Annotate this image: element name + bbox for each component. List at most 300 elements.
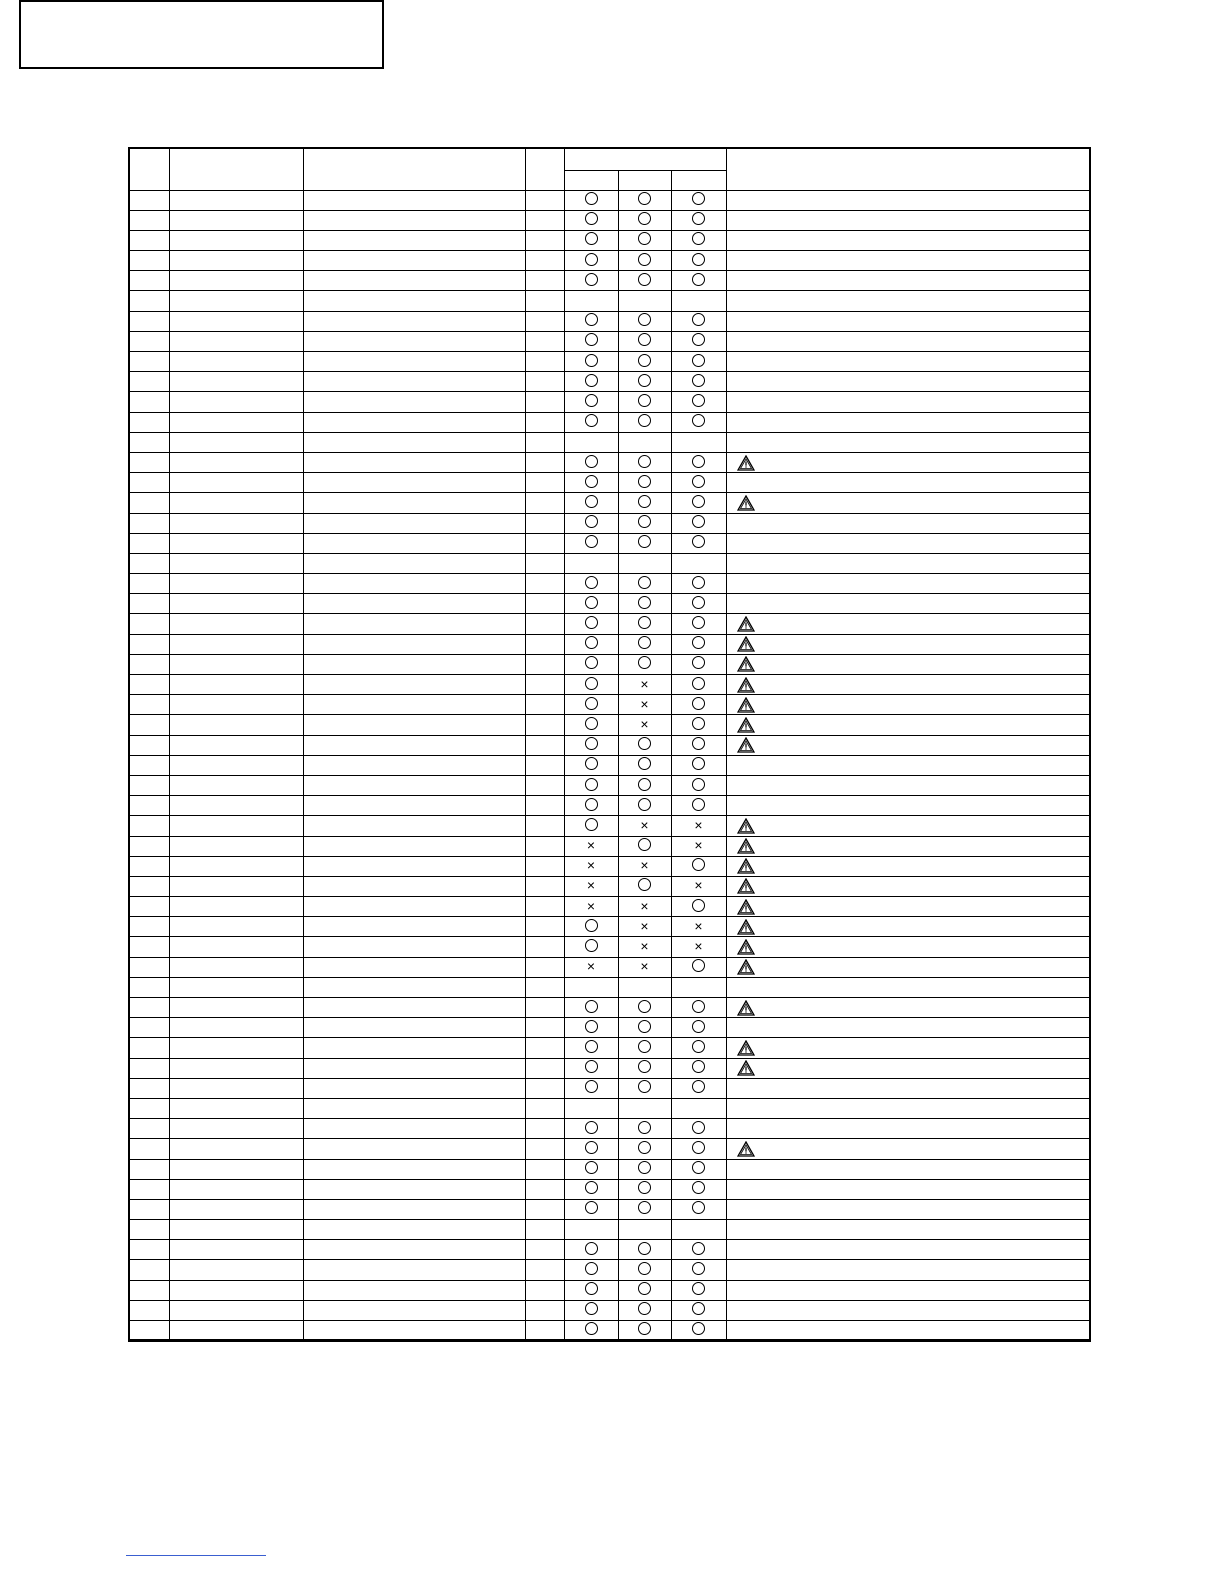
model-3-cell [671, 412, 726, 432]
model-3-cell [671, 715, 726, 735]
circle-mark-icon [585, 273, 598, 286]
description-cell [303, 533, 525, 553]
part-no-cell [169, 1058, 303, 1078]
ref-cell [129, 210, 169, 230]
model-3-cell [671, 1300, 726, 1320]
remarks-cell [726, 1098, 1090, 1118]
model-2-cell [618, 210, 671, 230]
table-row [129, 594, 1090, 614]
circle-mark-icon [692, 232, 705, 245]
parts-table [128, 147, 1091, 1342]
table-row [129, 937, 1090, 957]
model-2-cell [618, 1199, 671, 1219]
description-cell [303, 998, 525, 1018]
part-no-cell [169, 715, 303, 735]
model-1-cell [564, 432, 618, 452]
part-no-cell [169, 755, 303, 775]
model-1-cell [564, 937, 618, 957]
model-1-cell [564, 1260, 618, 1280]
circle-mark-icon [585, 394, 598, 407]
model-2-cell [618, 372, 671, 392]
warning-triangle-icon [737, 677, 755, 693]
model-3-cell [671, 352, 726, 372]
qty-cell [525, 735, 564, 755]
part-no-cell [169, 977, 303, 997]
header-cell-remarks [726, 148, 1090, 190]
remarks-cell [726, 775, 1090, 795]
circle-mark-icon [692, 212, 705, 225]
circle-mark-icon [692, 253, 705, 266]
circle-mark-icon [692, 1201, 705, 1214]
circle-mark-icon [638, 1020, 651, 1033]
remarks-cell [726, 856, 1090, 876]
table-row [129, 695, 1090, 715]
table-row [129, 1300, 1090, 1320]
cross-mark-icon: × [694, 938, 703, 955]
circle-mark-icon [585, 1020, 598, 1033]
model-2-cell [618, 452, 671, 472]
model-2-cell [618, 897, 671, 917]
qty-cell [525, 392, 564, 412]
header-cell-model-group [564, 148, 726, 170]
model-2-cell [618, 1321, 671, 1341]
table-row [129, 917, 1090, 937]
cross-mark-icon: × [694, 837, 703, 854]
part-no-cell [169, 452, 303, 472]
qty-cell [525, 675, 564, 695]
qty-cell [525, 210, 564, 230]
circle-mark-icon [638, 878, 651, 891]
model-3-cell [671, 513, 726, 533]
table-row [129, 1119, 1090, 1139]
description-cell [303, 291, 525, 311]
description-cell [303, 553, 525, 573]
model-1-cell [564, 190, 618, 210]
circle-mark-icon [638, 778, 651, 791]
table-row [129, 553, 1090, 573]
model-3-cell [671, 675, 726, 695]
circle-mark-icon [585, 919, 598, 932]
qty-cell [525, 836, 564, 856]
model-2-cell [618, 775, 671, 795]
qty-cell [525, 715, 564, 735]
remarks-cell [726, 1179, 1090, 1199]
remarks-cell [726, 1300, 1090, 1320]
header-cell-ref [129, 148, 169, 190]
table-row [129, 372, 1090, 392]
footer-link-underline[interactable] [126, 1555, 266, 1556]
ref-cell [129, 614, 169, 634]
circle-mark-icon [692, 1322, 705, 1335]
remarks-cell [726, 755, 1090, 775]
part-no-cell [169, 1240, 303, 1260]
model-1-cell [564, 836, 618, 856]
model-3-cell [671, 856, 726, 876]
model-1-cell [564, 1018, 618, 1038]
table-row [129, 876, 1090, 896]
model-1-cell [564, 876, 618, 896]
table-row [129, 856, 1090, 876]
title-box [19, 0, 384, 69]
circle-mark-icon [638, 636, 651, 649]
circle-mark-icon [585, 1040, 598, 1053]
ref-cell [129, 897, 169, 917]
model-2-cell [618, 1280, 671, 1300]
ref-cell [129, 594, 169, 614]
part-no-cell [169, 1260, 303, 1280]
remarks-cell [726, 897, 1090, 917]
model-2-cell [618, 957, 671, 977]
table-row [129, 533, 1090, 553]
cross-mark-icon: × [640, 897, 649, 914]
part-no-cell [169, 513, 303, 533]
circle-mark-icon [638, 394, 651, 407]
description-cell [303, 715, 525, 735]
model-2-cell [618, 412, 671, 432]
model-3-cell [671, 1321, 726, 1341]
part-no-cell [169, 1078, 303, 1098]
warning-triangle-icon [737, 838, 755, 854]
table-row [129, 513, 1090, 533]
circle-mark-icon [692, 1121, 705, 1134]
circle-mark-icon [585, 778, 598, 791]
part-no-cell [169, 1179, 303, 1199]
circle-mark-icon [585, 737, 598, 750]
model-1-cell [564, 816, 618, 836]
ref-cell [129, 937, 169, 957]
model-1-cell [564, 1220, 618, 1240]
table-row [129, 311, 1090, 331]
ref-cell [129, 1058, 169, 1078]
warning-triangle-icon [737, 1060, 755, 1076]
model-3-cell [671, 1119, 726, 1139]
ref-cell [129, 412, 169, 432]
circle-mark-icon [638, 354, 651, 367]
model-1-cell [564, 230, 618, 250]
qty-cell [525, 1018, 564, 1038]
cross-mark-icon: × [694, 877, 703, 894]
remarks-cell [726, 392, 1090, 412]
remarks-cell [726, 1058, 1090, 1078]
model-1-cell [564, 291, 618, 311]
model-1-cell [564, 654, 618, 674]
qty-cell [525, 1321, 564, 1341]
circle-mark-icon [692, 757, 705, 770]
ref-cell [129, 1199, 169, 1219]
circle-mark-icon [638, 1302, 651, 1315]
qty-cell [525, 876, 564, 896]
table-row [129, 634, 1090, 654]
remarks-cell [726, 331, 1090, 351]
description-cell [303, 755, 525, 775]
table-row [129, 1220, 1090, 1240]
remarks-cell [726, 957, 1090, 977]
model-1-cell [564, 775, 618, 795]
ref-cell [129, 1119, 169, 1139]
circle-mark-icon [638, 596, 651, 609]
circle-mark-icon [638, 1282, 651, 1295]
circle-mark-icon [638, 1060, 651, 1073]
circle-mark-icon [585, 1161, 598, 1174]
qty-cell [525, 957, 564, 977]
part-no-cell [169, 836, 303, 856]
qty-cell [525, 897, 564, 917]
model-1-cell [564, 553, 618, 573]
model-3-cell [671, 654, 726, 674]
qty-cell [525, 594, 564, 614]
ref-cell [129, 1240, 169, 1260]
description-cell [303, 735, 525, 755]
warning-triangle-icon [737, 939, 755, 955]
circle-mark-icon [585, 253, 598, 266]
circle-mark-icon [585, 515, 598, 528]
ref-cell [129, 715, 169, 735]
ref-cell [129, 1078, 169, 1098]
table-row [129, 735, 1090, 755]
remarks-cell [726, 1018, 1090, 1038]
circle-mark-icon [585, 495, 598, 508]
model-3-cell [671, 1220, 726, 1240]
description-cell [303, 897, 525, 917]
circle-mark-icon [585, 697, 598, 710]
model-3-cell [671, 594, 726, 614]
qty-cell [525, 856, 564, 876]
model-2-cell [618, 917, 671, 937]
ref-cell [129, 876, 169, 896]
circle-mark-icon [638, 374, 651, 387]
remarks-cell [726, 917, 1090, 937]
ref-cell [129, 190, 169, 210]
model-1-cell [564, 957, 618, 977]
part-no-cell [169, 957, 303, 977]
ref-cell [129, 1300, 169, 1320]
qty-cell [525, 937, 564, 957]
model-1-cell [564, 1159, 618, 1179]
table-row [129, 816, 1090, 836]
model-1-cell [564, 1280, 618, 1300]
circle-mark-icon [638, 192, 651, 205]
header-cell-model-1 [564, 170, 618, 190]
part-no-cell [169, 876, 303, 896]
part-no-cell [169, 190, 303, 210]
table-row [129, 1159, 1090, 1179]
model-3-cell [671, 1098, 726, 1118]
model-3-cell [671, 392, 726, 412]
circle-mark-icon [585, 656, 598, 669]
table-row [129, 614, 1090, 634]
model-3-cell [671, 372, 726, 392]
model-3-cell [671, 190, 726, 210]
model-3-cell [671, 291, 726, 311]
model-2-cell [618, 331, 671, 351]
ref-cell [129, 1179, 169, 1199]
circle-mark-icon [692, 899, 705, 912]
remarks-cell [726, 533, 1090, 553]
circle-mark-icon [692, 717, 705, 730]
circle-mark-icon [692, 1181, 705, 1194]
model-1-cell [564, 1058, 618, 1078]
circle-mark-icon [638, 515, 651, 528]
warning-triangle-icon [737, 717, 755, 733]
ref-cell [129, 755, 169, 775]
model-1-cell [564, 1321, 618, 1341]
warning-triangle-icon [737, 636, 755, 652]
description-cell [303, 331, 525, 351]
circle-mark-icon [585, 677, 598, 690]
table-row [129, 998, 1090, 1018]
table-row [129, 1078, 1090, 1098]
model-3-cell [671, 473, 726, 493]
remarks-cell [726, 452, 1090, 472]
description-cell [303, 412, 525, 432]
qty-cell [525, 311, 564, 331]
header-cell-model-3 [671, 170, 726, 190]
circle-mark-icon [585, 1242, 598, 1255]
model-2-cell [618, 190, 671, 210]
cross-mark-icon: × [586, 958, 596, 975]
model-2-cell [618, 695, 671, 715]
table-row [129, 352, 1090, 372]
table-row [129, 190, 1090, 210]
ref-cell [129, 230, 169, 250]
circle-mark-icon [692, 1282, 705, 1295]
description-cell [303, 1300, 525, 1320]
model-2-cell [618, 836, 671, 856]
table-row [129, 1098, 1090, 1118]
model-3-cell [671, 634, 726, 654]
circle-mark-icon [585, 192, 598, 205]
cross-mark-icon: × [694, 917, 703, 934]
description-cell [303, 775, 525, 795]
table-row [129, 675, 1090, 695]
ref-cell [129, 796, 169, 816]
model-3-cell [671, 816, 726, 836]
qty-cell [525, 291, 564, 311]
remarks-cell [726, 1038, 1090, 1058]
cross-mark-icon: × [640, 695, 649, 712]
circle-mark-icon [692, 273, 705, 286]
circle-mark-icon [692, 1080, 705, 1093]
description-cell [303, 796, 525, 816]
ref-cell [129, 352, 169, 372]
remarks-cell [726, 735, 1090, 755]
qty-cell [525, 654, 564, 674]
model-2-cell [618, 352, 671, 372]
table-row [129, 796, 1090, 816]
model-1-cell [564, 210, 618, 230]
remarks-cell [726, 493, 1090, 513]
description-cell [303, 230, 525, 250]
warning-triangle-icon [737, 1000, 755, 1016]
circle-mark-icon [692, 535, 705, 548]
description-cell [303, 1098, 525, 1118]
ref-cell [129, 311, 169, 331]
description-cell [303, 493, 525, 513]
model-2-cell [618, 735, 671, 755]
part-no-cell [169, 230, 303, 250]
remarks-cell [726, 553, 1090, 573]
description-cell [303, 654, 525, 674]
ref-cell [129, 735, 169, 755]
cross-mark-icon: × [640, 857, 649, 874]
warning-triangle-icon [737, 1141, 755, 1157]
warning-triangle-icon [737, 737, 755, 753]
model-3-cell [671, 1159, 726, 1179]
description-cell [303, 432, 525, 452]
model-2-cell [618, 1119, 671, 1139]
qty-cell [525, 1280, 564, 1300]
remarks-cell [726, 695, 1090, 715]
circle-mark-icon [585, 1121, 598, 1134]
warning-triangle-icon [737, 1040, 755, 1056]
part-no-cell [169, 1159, 303, 1179]
part-no-cell [169, 796, 303, 816]
table-row [129, 977, 1090, 997]
remarks-cell [726, 816, 1090, 836]
circle-mark-icon [692, 495, 705, 508]
circle-mark-icon [692, 192, 705, 205]
part-no-cell [169, 533, 303, 553]
circle-mark-icon [692, 1060, 705, 1073]
description-cell [303, 917, 525, 937]
circle-mark-icon [692, 414, 705, 427]
circle-mark-icon [638, 656, 651, 669]
remarks-cell [726, 796, 1090, 816]
description-cell [303, 190, 525, 210]
qty-cell [525, 614, 564, 634]
table-row [129, 1179, 1090, 1199]
qty-cell [525, 574, 564, 594]
model-1-cell [564, 1179, 618, 1199]
qty-cell [525, 775, 564, 795]
part-no-cell [169, 1220, 303, 1240]
table-row [129, 473, 1090, 493]
part-no-cell [169, 1038, 303, 1058]
model-3-cell [671, 251, 726, 271]
remarks-cell [726, 977, 1090, 997]
warning-triangle-icon [737, 616, 755, 632]
qty-cell [525, 331, 564, 351]
ref-cell [129, 695, 169, 715]
description-cell [303, 251, 525, 271]
warning-triangle-icon [737, 878, 755, 894]
model-2-cell [618, 715, 671, 735]
model-1-cell [564, 1098, 618, 1118]
cross-mark-icon: × [586, 897, 596, 914]
model-1-cell [564, 1139, 618, 1159]
cross-mark-icon: × [640, 958, 649, 975]
circle-mark-icon [638, 273, 651, 286]
model-3-cell [671, 230, 726, 250]
model-3-cell [671, 1139, 726, 1159]
model-1-cell [564, 311, 618, 331]
circle-mark-icon [585, 717, 598, 730]
circle-mark-icon [585, 414, 598, 427]
circle-mark-icon [692, 1141, 705, 1154]
warning-triangle-icon [737, 959, 755, 975]
qty-cell [525, 1240, 564, 1260]
circle-mark-icon [692, 656, 705, 669]
qty-cell [525, 1159, 564, 1179]
remarks-cell [726, 190, 1090, 210]
model-1-cell [564, 715, 618, 735]
model-1-cell [564, 856, 618, 876]
part-no-cell [169, 816, 303, 836]
header-cell-model-2 [618, 170, 671, 190]
qty-cell [525, 1220, 564, 1240]
description-cell [303, 1058, 525, 1078]
model-1-cell [564, 735, 618, 755]
